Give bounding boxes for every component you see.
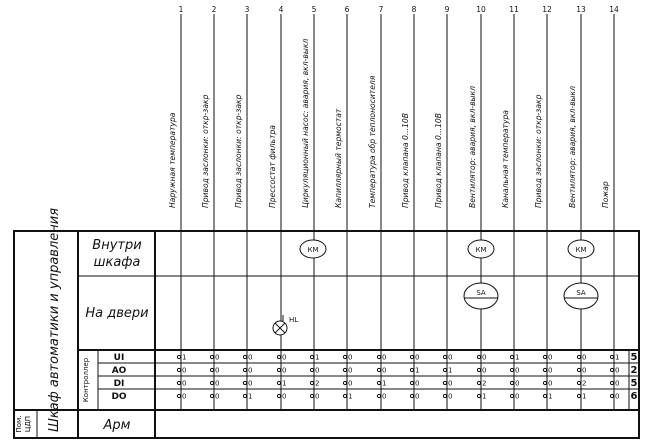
io-cell-marker <box>343 368 346 371</box>
io-cell-value: 0 <box>248 353 253 362</box>
switch-sa-10-label: SA <box>476 289 486 297</box>
io-cell-value: 1 <box>282 379 287 388</box>
column-number: 8 <box>411 5 417 14</box>
io-cell-value: 0 <box>315 392 320 401</box>
switch-sa-10 <box>464 283 498 309</box>
io-cell-value: 0 <box>448 392 453 401</box>
io-cell-marker <box>543 394 546 397</box>
io-cell-value: 1 <box>548 392 553 401</box>
io-cell-value: 0 <box>282 392 287 401</box>
contactor-km-13-label: КМ <box>575 246 587 254</box>
io-cell-value: 1 <box>182 353 187 362</box>
io-cell-value: 0 <box>548 379 553 388</box>
io-cell-marker <box>243 381 246 384</box>
column-label: Привод заслонки: откр-закр <box>234 94 243 208</box>
io-cell-marker <box>177 381 180 384</box>
io-cell-value: 0 <box>415 353 420 362</box>
io-cell-value: 1 <box>348 392 353 401</box>
column-label: Вентилятор: авария, вкл-выкл <box>468 86 477 208</box>
io-cell-marker <box>510 368 513 371</box>
io-cell-value: 1 <box>482 392 487 401</box>
column-label: Капиллярный термостат <box>334 108 343 208</box>
io-cell-marker <box>343 394 346 397</box>
io-cell-marker <box>210 381 213 384</box>
signal-label-ui: UI <box>113 353 125 363</box>
column-number: 14 <box>609 5 619 14</box>
cabinet-label: Шкаф автоматики и управления <box>47 207 62 433</box>
io-cell-marker <box>310 394 313 397</box>
contactor-km-13 <box>568 240 594 258</box>
io-cell-value: 0 <box>448 353 453 362</box>
column-number: 7 <box>378 5 384 14</box>
indicator-lamp-hl <box>273 315 298 335</box>
io-cell-marker <box>577 394 580 397</box>
column-label: Циркуляционный насос: авария, вкл-выкл <box>301 38 310 208</box>
io-cell-marker <box>377 381 380 384</box>
io-cell-value: 1 <box>515 353 520 362</box>
io-cell-value: 2 <box>315 379 320 388</box>
io-cell-value: 0 <box>182 379 187 388</box>
room-label-line2: ЦДП <box>24 415 32 433</box>
column-label: Привод заслонки: откр-закр <box>534 94 543 208</box>
io-cell-value: 0 <box>582 353 587 362</box>
io-cell-value: 0 <box>515 379 520 388</box>
indicator-lamp-hl-label: HL <box>289 316 299 324</box>
contactor-km-10-label: КМ <box>475 246 487 254</box>
io-cell-marker <box>310 368 313 371</box>
io-cell-value: 2 <box>482 379 487 388</box>
io-cell-value: 0 <box>182 392 187 401</box>
io-cell-marker <box>210 355 213 358</box>
io-cell-marker <box>243 368 246 371</box>
io-cell-value: 0 <box>548 353 553 362</box>
io-cell-value: 0 <box>382 366 387 375</box>
column-number: 2 <box>211 5 217 14</box>
io-cell-marker <box>210 394 213 397</box>
io-cell-marker <box>610 394 613 397</box>
io-cell-marker <box>277 355 280 358</box>
io-cell-marker <box>343 381 346 384</box>
column-label: Привод клапана 0...10В <box>434 113 443 208</box>
switch-sa-13-label: SA <box>576 289 586 297</box>
io-cell-marker <box>410 355 413 358</box>
column-number: 9 <box>444 5 450 14</box>
io-cell-value: 0 <box>515 392 520 401</box>
column-number: 3 <box>244 5 250 14</box>
io-cell-value: 0 <box>315 366 320 375</box>
io-cell-marker <box>310 355 313 358</box>
io-cell-marker <box>510 381 513 384</box>
io-cell-value: 1 <box>248 392 253 401</box>
io-cell-value: 0 <box>215 392 220 401</box>
io-cell-value: 0 <box>482 366 487 375</box>
room-label-line1: Пом. <box>15 415 23 433</box>
controller-label: Контроллер <box>82 357 90 403</box>
column-number: 11 <box>509 5 519 14</box>
io-cell-marker <box>577 355 580 358</box>
io-cell-marker <box>477 381 480 384</box>
io-cell-value: 0 <box>582 366 587 375</box>
io-cell-marker <box>410 368 413 371</box>
io-cell-marker <box>443 355 446 358</box>
io-cell-marker <box>443 394 446 397</box>
io-cell-value: 0 <box>215 353 220 362</box>
io-cell-marker <box>210 368 213 371</box>
io-cell-value: 0 <box>248 379 253 388</box>
io-cell-marker <box>510 394 513 397</box>
column-label: Температура обр теплоносителя <box>368 75 377 208</box>
signal-label-do: DO <box>111 392 127 402</box>
io-cell-marker <box>610 381 613 384</box>
io-cell-value: 1 <box>315 353 320 362</box>
io-cell-value: 0 <box>615 366 620 375</box>
door-label: На двери <box>85 306 149 321</box>
column-number: 1 <box>178 5 184 14</box>
io-cell-marker <box>377 394 380 397</box>
io-cell-marker <box>543 368 546 371</box>
column-label: Привод клапана 0...10В <box>401 113 410 208</box>
io-cell-value: 1 <box>382 379 387 388</box>
io-cell-value: 0 <box>382 353 387 362</box>
io-cell-marker <box>610 355 613 358</box>
io-cell-value: 1 <box>582 392 587 401</box>
io-cell-value: 0 <box>215 379 220 388</box>
io-cell-value: 0 <box>348 353 353 362</box>
io-cell-marker <box>577 381 580 384</box>
column-number: 5 <box>311 5 317 14</box>
io-cell-value: 0 <box>248 366 253 375</box>
contactor-km-10 <box>468 240 494 258</box>
io-cell-value: 0 <box>382 392 387 401</box>
io-cell-value: 0 <box>615 392 620 401</box>
contactor-km-5-label: КМ <box>307 246 319 254</box>
io-cell-value: 0 <box>282 366 287 375</box>
io-cell-marker <box>477 355 480 358</box>
io-cell-marker <box>177 368 180 371</box>
io-cell-marker <box>543 355 546 358</box>
column-number: 12 <box>542 5 552 14</box>
signal-count-do: 6 <box>630 391 638 402</box>
column-label: Наружная температура <box>168 112 177 208</box>
io-cell-value: 0 <box>615 379 620 388</box>
arm-label: Арм <box>103 418 131 433</box>
io-cell-marker <box>410 381 413 384</box>
io-cell-value: 0 <box>215 366 220 375</box>
signal-label-di: DI <box>113 379 125 389</box>
signal-count-ui: 5 <box>630 352 638 363</box>
io-cell-value: 0 <box>482 353 487 362</box>
contactor-km-5 <box>300 240 326 258</box>
io-cell-value: 0 <box>415 379 420 388</box>
io-cell-marker <box>543 381 546 384</box>
column-number: 10 <box>476 5 486 14</box>
io-cell-value: 0 <box>548 366 553 375</box>
column-label: Канальная температура <box>501 110 510 208</box>
io-cell-marker <box>377 368 380 371</box>
io-cell-marker <box>477 394 480 397</box>
io-cell-marker <box>277 394 280 397</box>
signal-label-ao: AO <box>111 366 127 376</box>
switch-sa-13 <box>564 283 598 309</box>
io-cell-value: 1 <box>448 366 453 375</box>
signal-count-ao: 2 <box>630 365 638 376</box>
io-cell-marker <box>377 355 380 358</box>
io-cell-marker <box>243 394 246 397</box>
io-cell-marker <box>243 355 246 358</box>
column-label: Прессостат фильтра <box>268 125 277 208</box>
column-number: 6 <box>344 5 350 14</box>
io-cell-value: 0 <box>282 353 287 362</box>
column-number: 4 <box>278 5 284 14</box>
inside-cabinet-label-line1: Внутри <box>92 238 142 253</box>
io-cell-value: 0 <box>515 366 520 375</box>
io-cell-value: 1 <box>615 353 620 362</box>
io-cell-marker <box>410 394 413 397</box>
io-cell-value: 0 <box>448 379 453 388</box>
io-cell-value: 1 <box>415 366 420 375</box>
io-cell-marker <box>277 368 280 371</box>
io-cell-marker <box>443 381 446 384</box>
column-label: Пожар <box>601 181 610 208</box>
io-cell-marker <box>177 355 180 358</box>
io-cell-marker <box>510 355 513 358</box>
column-label: Вентилятор: авария, вкл-выкл <box>568 86 577 208</box>
signal-count-di: 5 <box>630 378 638 389</box>
io-cell-value: 0 <box>182 366 187 375</box>
column-number: 13 <box>576 5 586 14</box>
io-cell-marker <box>610 368 613 371</box>
io-cell-marker <box>577 368 580 371</box>
column-label: Привод заслонки: откр-закр <box>201 94 210 208</box>
io-cell-marker <box>477 368 480 371</box>
io-cell-marker <box>343 355 346 358</box>
io-cell-value: 0 <box>415 392 420 401</box>
io-cell-value: 0 <box>348 379 353 388</box>
io-cell-marker <box>310 381 313 384</box>
io-cell-value: 0 <box>348 366 353 375</box>
io-cell-value: 2 <box>582 379 587 388</box>
inside-cabinet-label-line2: шкафа <box>93 255 141 270</box>
io-cell-marker <box>177 394 180 397</box>
io-cell-marker <box>443 368 446 371</box>
io-cell-marker <box>277 381 280 384</box>
